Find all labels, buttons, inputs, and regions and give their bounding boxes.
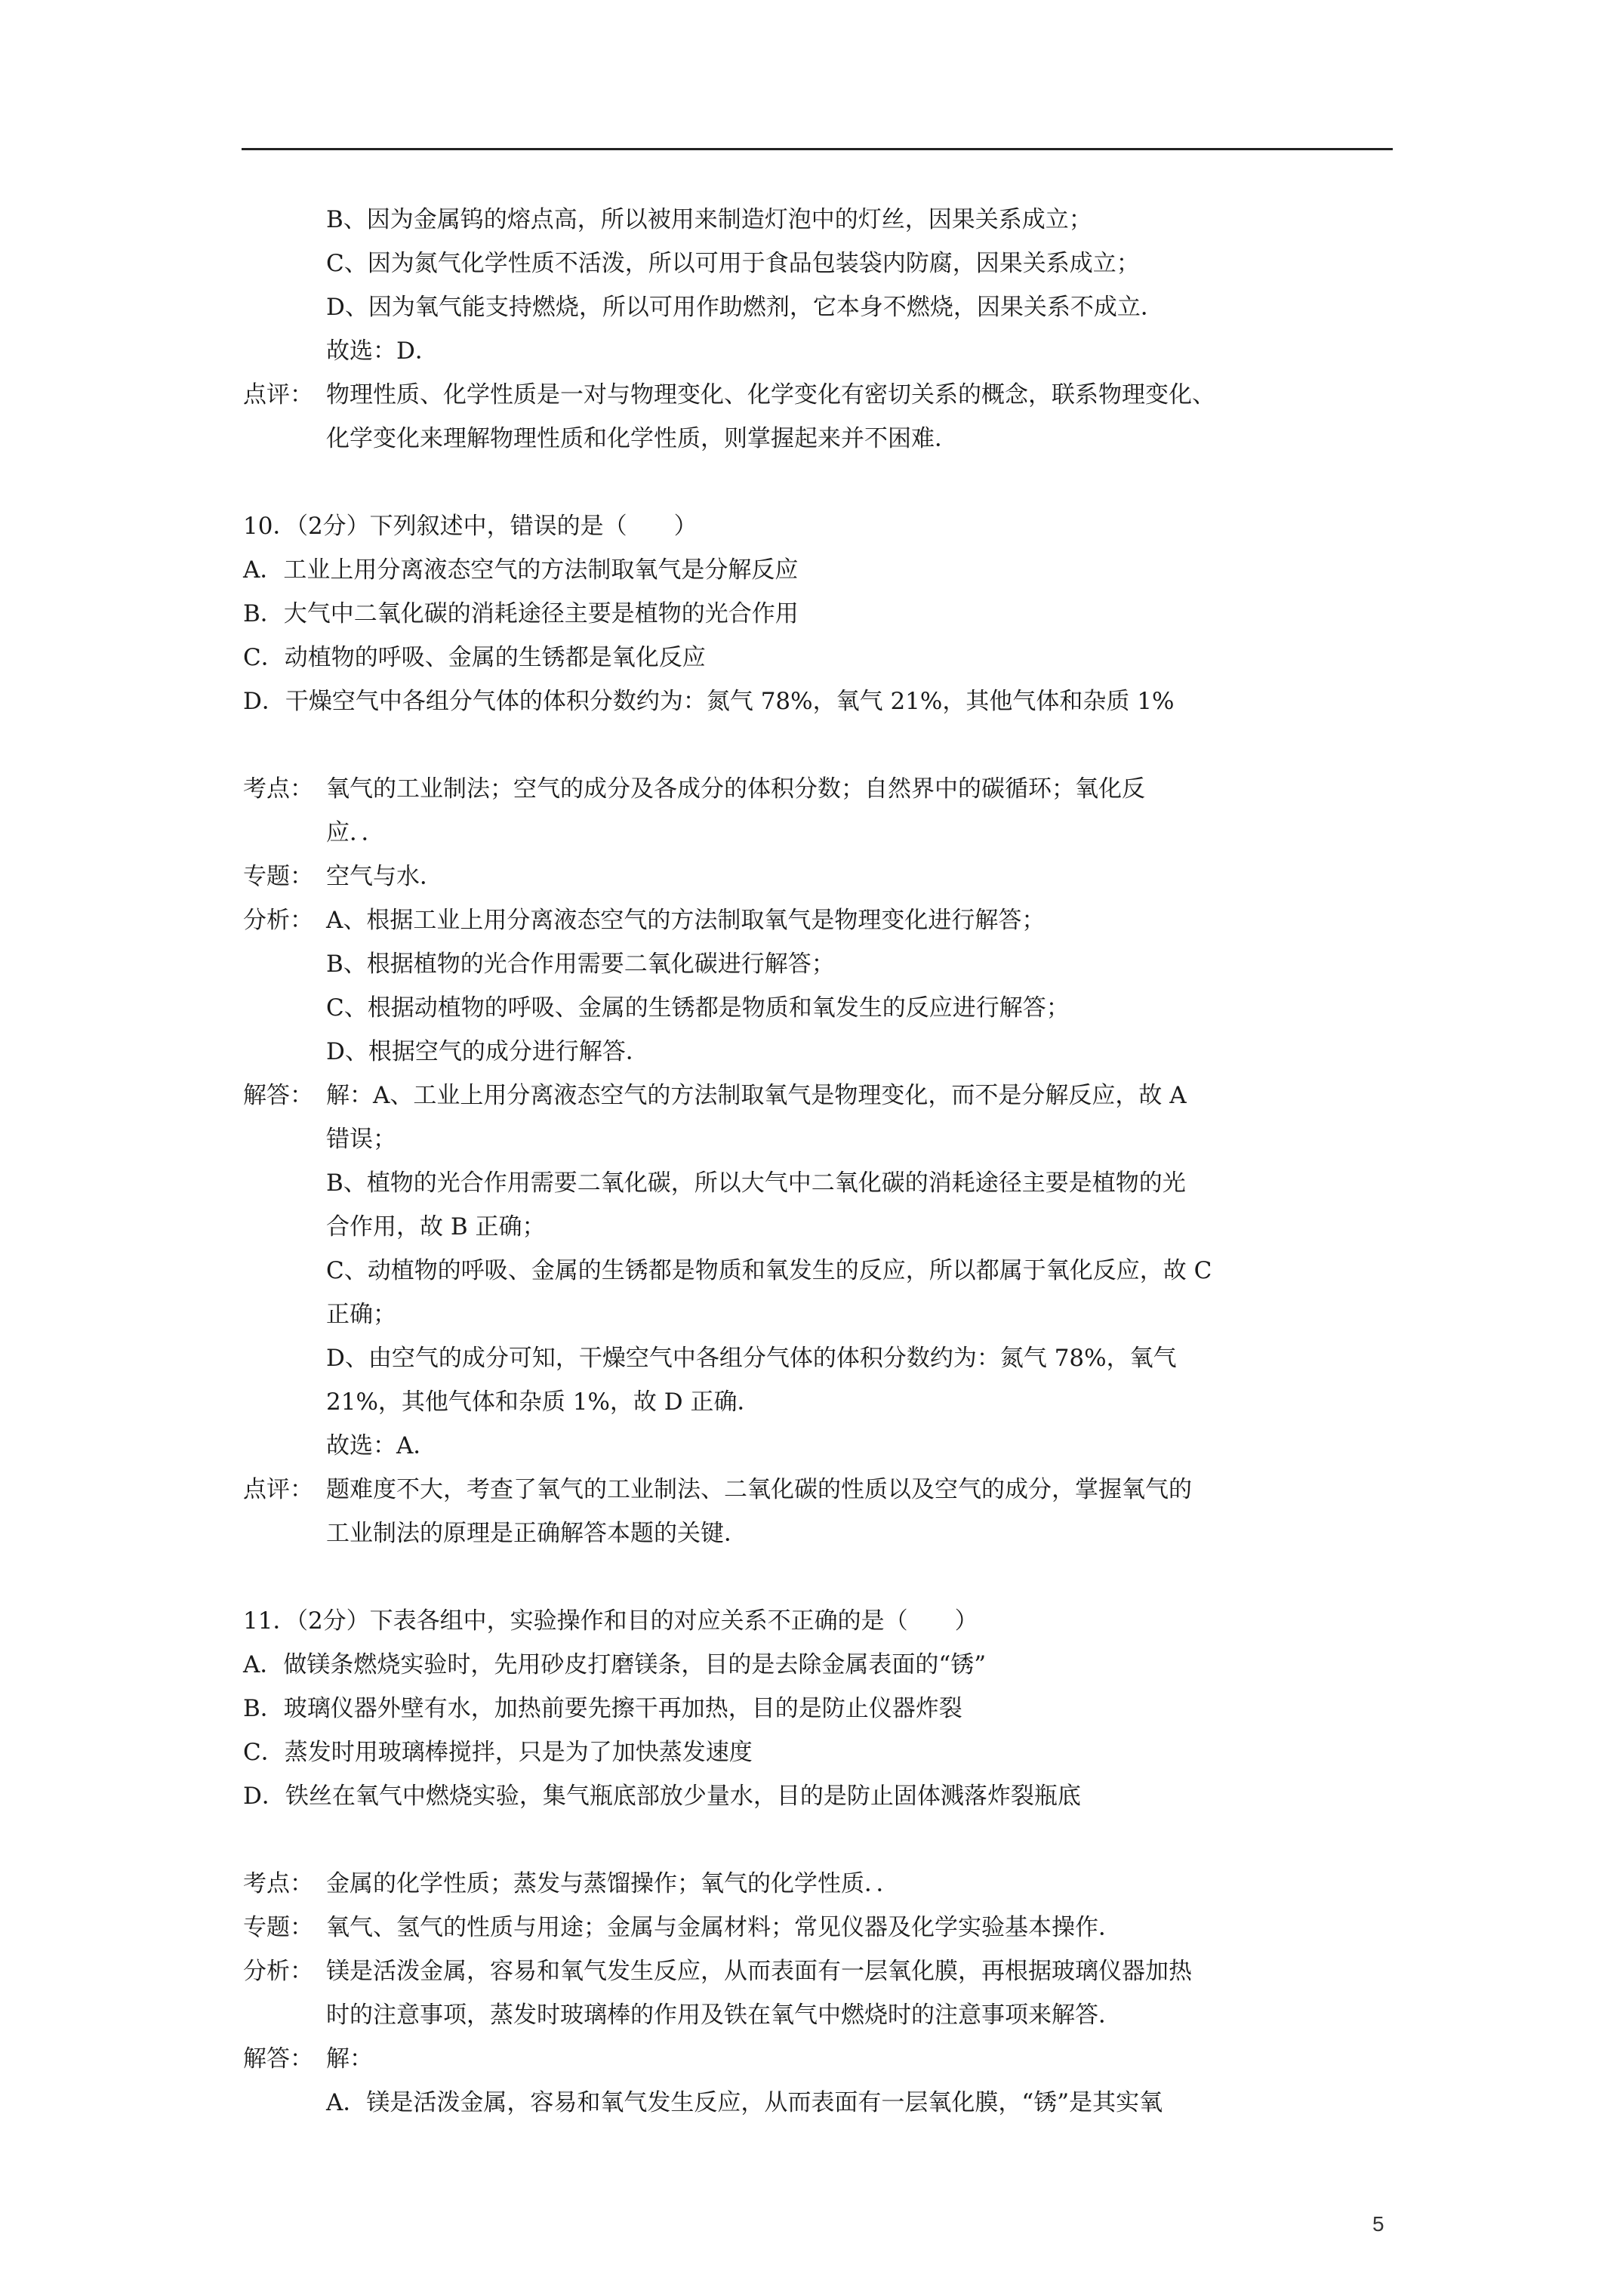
question-10-option-a: A．工业上用分离液态空气的方法制取氧气是分解反应: [243, 556, 799, 584]
q11-fenxi: [243, 1949, 1421, 1993]
fenxi-text: 镁是活泼金属，容易和氧气发生反应，从而表面有一层氧化膜，再根据玻璃仪器加热: [326, 1958, 1192, 1985]
question-11-option-d: D．铁丝在氧气中燃烧实验，集气瓶底部放少量水，目的是防止固体溅落炸裂瓶底: [243, 1783, 1081, 1810]
dianping-label: 点评：: [243, 1476, 313, 1503]
q10-jieda-cont: 故选：A．: [326, 1432, 437, 1459]
prev-comment-cont: 化学变化来理解物理性质和化学性质，则掌握起来并不困难．: [326, 425, 958, 452]
jieda-label: 解答：: [243, 1082, 313, 1109]
q11-kaodian: [243, 1862, 1421, 1906]
jieda-label: 解答：: [243, 2045, 313, 2073]
prev-comment: [243, 373, 1421, 417]
zhuanti-text: 氧气、氢气的性质与用途；金属与金属材料；常见仪器及化学实验基本操作．: [326, 1914, 1122, 1941]
q10-jieda-cont: D、由空气的成分可知，干燥空气中各组分气体的体积分数约为：氮气 78%，氧气: [326, 1345, 1177, 1372]
spacer: [243, 1555, 1421, 1599]
question-10-option-b: B．大气中二氧化碳的消耗途径主要是植物的光合作用: [243, 600, 799, 627]
spacer: [243, 723, 1421, 767]
question-10-stem: 10．（2分）下列叙述中，错误的是（ ）: [243, 513, 698, 540]
fenxi-label: 分析：: [243, 1958, 313, 1985]
question-11-stem: 11．（2分）下表各组中，实验操作和目的对应关系不正确的是（ ）: [243, 1607, 978, 1635]
kaodian-text: 金属的化学性质；蒸发与蒸馏操作；氧气的化学性质．．: [326, 1870, 900, 1897]
document-body: [243, 198, 1421, 2125]
zhuanti-text: 空气与水．: [326, 863, 443, 890]
prev-answer-line: B、因为金属钨的熔点高，所以被用来制造灯泡中的灯丝，因果关系成立；: [326, 206, 1092, 233]
fenxi-label: 分析：: [243, 907, 313, 934]
kaodian-label: 考点：: [243, 775, 313, 803]
q11-fenxi-cont: 时的注意事项，蒸发时玻璃棒的作用及铁在氧气中燃烧时的注意事项来解答．: [326, 2002, 1122, 2029]
q11-zhuanti: [243, 1906, 1421, 1949]
prev-answer-line: 故选：D．: [326, 337, 439, 365]
q10-jieda-cont: 合作用，故 B 正确；: [326, 1213, 546, 1240]
comment-label: 点评：: [243, 381, 313, 408]
header-rule: [242, 148, 1393, 150]
question-11-option-a: A．做镁条燃烧实验时，先用砂皮打磨镁条，目的是去除金属表面的“锈”: [243, 1651, 987, 1678]
q10-kaodian: [243, 767, 1421, 811]
jieda-text: 解：A、工业上用分离液态空气的方法制取氧气是物理变化，而不是分解反应，故 A: [326, 1082, 1187, 1109]
dianping-text: 题难度不大，考查了氧气的工业制法、二氧化碳的性质以及空气的成分，掌握氧气的: [326, 1476, 1192, 1503]
q10-jieda-cont: B、植物的光合作用需要二氧化碳，所以大气中二氧化碳的消耗途径主要是植物的光: [326, 1170, 1186, 1197]
q10-dianping: [243, 1468, 1421, 1512]
q10-fenxi-cont: B、根据植物的光合作用需要二氧化碳进行解答；: [326, 951, 835, 978]
prev-answer-line: D、因为氧气能支持燃烧，所以可用作助燃剂，它本身不燃烧，因果关系不成立．: [326, 294, 1164, 321]
spacer: [243, 1818, 1421, 1862]
prev-answer-line: C、因为氮气化学性质不活泼，所以可用于食品包装袋内防腐，因果关系成立；: [326, 250, 1140, 277]
q10-kaodian-cont: 应．．: [326, 819, 385, 846]
question-11-option-c: C．蒸发时用玻璃棒搅拌，只是为了加快蒸发速度: [243, 1739, 753, 1766]
q10-fenxi-cont: D、根据空气的成分进行解答．: [326, 1038, 649, 1065]
kaodian-text: 氧气的工业制法；空气的成分及各成分的体积分数；自然界中的碳循环；氧化反: [326, 775, 1145, 803]
q10-jieda-cont: 正确；: [326, 1301, 396, 1328]
comment-text: 物理性质、化学性质是一对与物理变化、化学变化有密切关系的概念，联系物理变化、: [326, 381, 1215, 408]
q10-fenxi: [243, 898, 1421, 942]
question-10-option-c: C．动植物的呼吸、金属的生锈都是氧化反应: [243, 644, 706, 671]
question-10-option-d: D．干燥空气中各组分气体的体积分数约为：氮气 78%，氧气 21%，其他气体和杂质 1%: [243, 688, 1175, 715]
question-11-option-b: B．玻璃仪器外壁有水，加热前要先擦干再加热，目的是防止仪器炸裂: [243, 1695, 962, 1722]
q11-jieda: [243, 2037, 1421, 2081]
q10-jieda-cont: 21%，其他气体和杂质 1%，故 D 正确．: [326, 1388, 761, 1416]
q10-dianping-cont: 工业制法的原理是正确解答本题的关键．: [326, 1520, 747, 1547]
zhuanti-label: 专题：: [243, 1914, 313, 1941]
jieda-text: 解：: [326, 2045, 373, 2073]
q11-jieda-cont: A．镁是活泼金属，容易和氧气发生反应，从而表面有一层氧化膜，“锈”是其实氧: [326, 2089, 1163, 2116]
page-number: 5: [1372, 2212, 1384, 2236]
fenxi-text: A、根据工业上用分离液态空气的方法制取氧气是物理变化进行解答；: [326, 907, 1046, 934]
q10-jieda-cont: C、动植物的呼吸、金属的生锈都是物质和氧发生的反应，所以都属于氧化反应，故 C: [326, 1257, 1212, 1284]
q10-zhuanti: [243, 855, 1421, 898]
q10-jieda-cont: 错误；: [326, 1126, 396, 1153]
kaodian-label: 考点：: [243, 1870, 313, 1897]
zhuanti-label: 专题：: [243, 863, 313, 890]
q10-jieda: [243, 1074, 1421, 1117]
spacer: [243, 461, 1421, 504]
q10-fenxi-cont: C、根据动植物的呼吸、金属的生锈都是物质和氧发生的反应进行解答；: [326, 994, 1070, 1022]
